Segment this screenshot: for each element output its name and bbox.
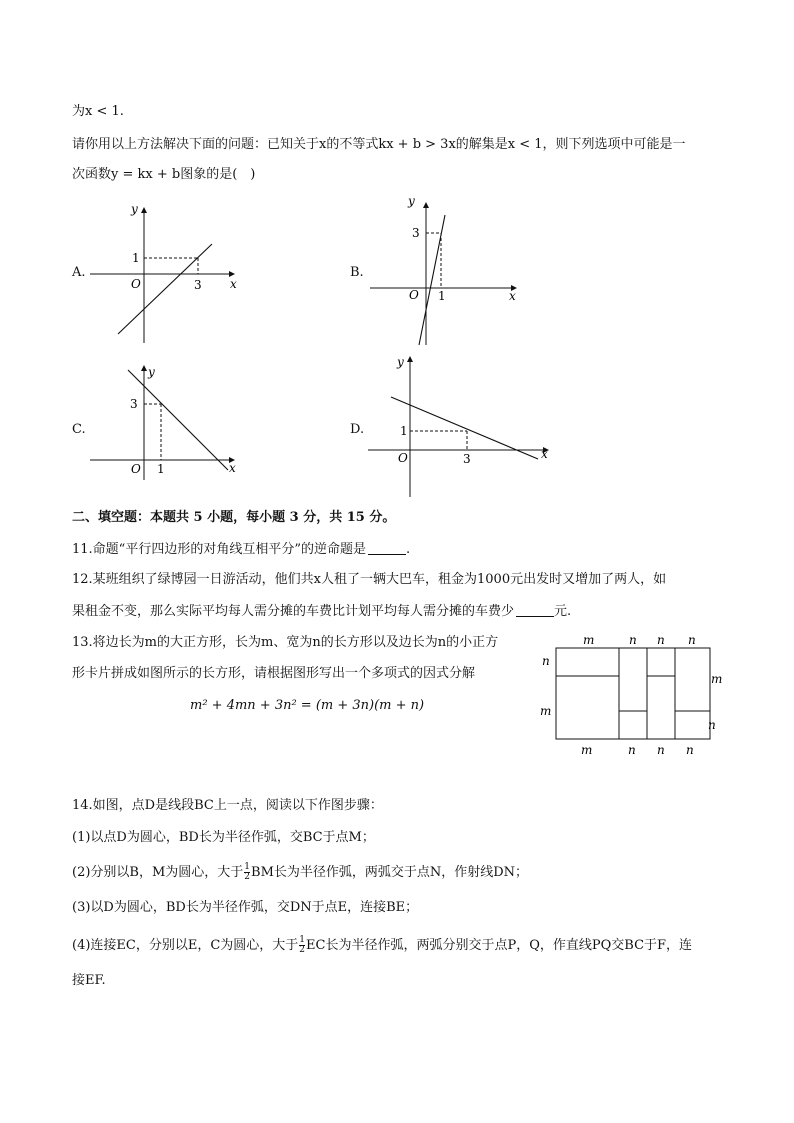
- outer-rectangle: [556, 648, 710, 739]
- factorization-formula: m² + 4mn + 3n² = (m + 3n)(m + n): [190, 698, 425, 713]
- x-tick-label: 3: [194, 278, 202, 292]
- question-14-intro: 14.如图，点D是线段BC上一点，阅读以下作图步骤：: [72, 798, 383, 813]
- right-label: m: [711, 672, 723, 686]
- question-14-step-2: [72, 863, 528, 882]
- top-label: n: [688, 633, 696, 647]
- question-12-line-1: 12.某班组织了绿博园一日游活动，他们共x人租了一辆大巴车，租金为1000元出发时又增加了两人，如: [72, 572, 667, 587]
- x-axis-label: x: [229, 461, 236, 475]
- left-label: m: [540, 704, 552, 718]
- step-2-text-b: BM长为半径作弧，两弧交于点N，作射线DN；: [251, 865, 529, 880]
- right-label: n: [708, 718, 716, 732]
- option-a-label: A.: [72, 265, 86, 280]
- top-label: n: [657, 633, 665, 647]
- answer-blank: [368, 542, 406, 555]
- origin-label: O: [409, 288, 419, 302]
- option-d-graph: [366, 352, 556, 500]
- fraction-half: [299, 936, 305, 955]
- y-tick-label: 3: [412, 226, 420, 240]
- question-13-line-2: 形卡片拼成如图所示的长方形，请根据图形写出一个多项式的因式分解: [72, 666, 476, 681]
- top-label: m: [583, 633, 595, 647]
- question-12-text: 果租金不变，那么实际平均每人需分摊的车费比计划平均每人需分摊的车费少: [72, 604, 515, 619]
- question-13-line-1: 13.将边长为m的大正方形，长为m、宽为n的长方形以及边长为n的小正方: [72, 635, 499, 650]
- prev-answer-tail: 为x < 1.: [72, 104, 124, 119]
- bottom-label: n: [686, 743, 694, 757]
- fraction-numerator: 1: [244, 862, 251, 872]
- fraction-denominator: 2: [244, 872, 251, 882]
- question-14-step-4-cont: 接EF.: [72, 973, 106, 988]
- function-line: [128, 370, 228, 470]
- step-2-text-a: (2)分别以B，M为圆心，大于: [72, 865, 244, 880]
- question-12-line-2: [72, 603, 571, 621]
- fraction-half: [244, 863, 250, 882]
- bottom-label: m: [581, 743, 593, 757]
- question-14-step-3: (3)以D为圆心，BD长为半径作弧，交DN于点E，连接BE；: [72, 900, 419, 915]
- y-axis-label: y: [131, 202, 138, 216]
- answer-blank: [516, 604, 554, 617]
- question-line-2: 次函数y = kx + b图象的是( ): [72, 167, 256, 182]
- question-line-1: 请你用以上方法解决下面的问题：已知关于x的不等式kx + b > 3x的解集是x < 1，则下列选项中可能是一: [72, 137, 686, 152]
- x-tick-label: 1: [157, 462, 165, 476]
- section-heading: 二、填空题：本题共 5 小题，每小题 3 分，共 15 分。: [72, 510, 396, 525]
- x-axis-label: x: [509, 289, 516, 303]
- left-label: n: [542, 654, 550, 668]
- origin-label: O: [131, 277, 141, 291]
- x-tick-label: 3: [463, 452, 471, 466]
- rectangle-tiling-figure: [535, 628, 735, 762]
- question-11-tail: .: [405, 542, 411, 557]
- y-axis-label: y: [397, 355, 404, 369]
- option-b-graph: [368, 193, 528, 348]
- origin-label: O: [131, 462, 141, 476]
- y-tick-label: 1: [400, 424, 408, 438]
- option-b-label: B.: [350, 265, 364, 280]
- bottom-label: n: [628, 743, 636, 757]
- option-c-label: C.: [72, 422, 86, 437]
- option-d-label: D.: [350, 422, 365, 437]
- question-14-step-4: [72, 936, 692, 955]
- origin-label: O: [398, 451, 408, 465]
- question-11: [72, 541, 410, 559]
- step-4-text-a: (4)连接EC，分别以E，C为圆心，大于: [72, 938, 299, 953]
- question-12-tail: 元.: [554, 604, 572, 619]
- y-tick-label: 3: [130, 397, 138, 411]
- option-c-graph: [88, 362, 248, 482]
- x-axis-label: x: [230, 277, 237, 291]
- y-tick-label: 1: [132, 251, 140, 265]
- fraction-denominator: 2: [299, 945, 306, 955]
- y-axis-label: y: [148, 365, 155, 379]
- x-tick-label: 1: [438, 289, 446, 303]
- question-11-text: 11.命题“平行四边形的对角线互相平分”的逆命题是: [72, 542, 366, 557]
- bottom-label: n: [657, 743, 665, 757]
- question-14-step-1: (1)以点D为圆心，BD长为半径作弧，交BC于点M；: [72, 830, 375, 845]
- y-axis-label: y: [408, 194, 415, 208]
- fraction-numerator: 1: [299, 935, 306, 945]
- step-4-text-b: EC长为半径作弧，两弧分别交于点P，Q，作直线PQ交BC于F，连: [306, 938, 693, 953]
- option-a-graph: [88, 198, 248, 348]
- x-axis-label: x: [541, 447, 548, 461]
- top-label: n: [629, 633, 637, 647]
